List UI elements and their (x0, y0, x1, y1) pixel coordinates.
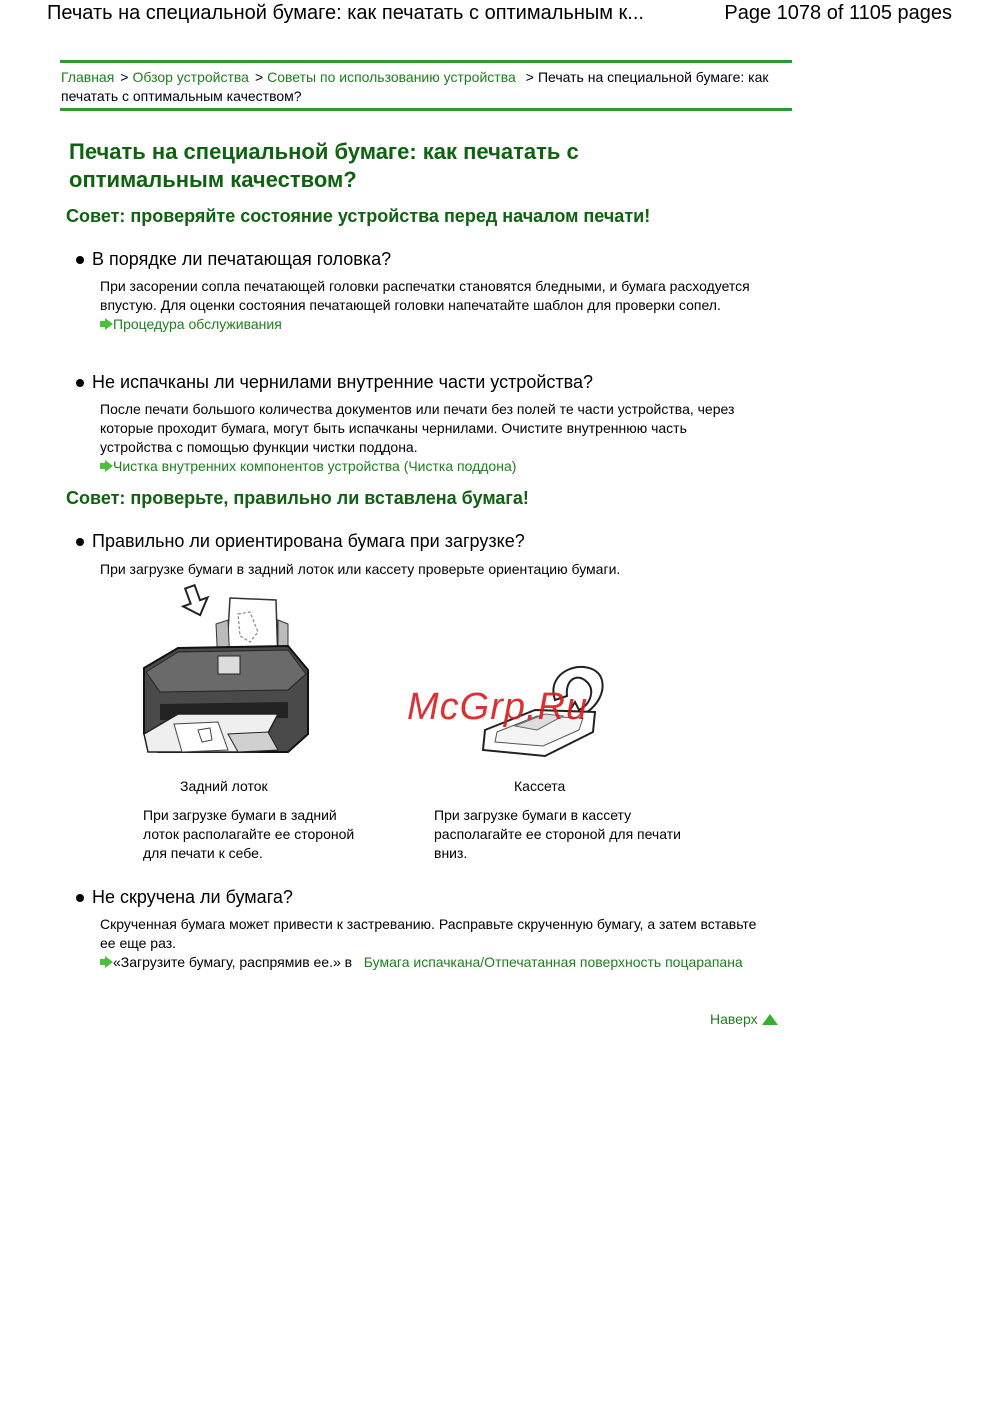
arrow-right-icon (105, 318, 113, 330)
rear-tray-caption: Задний лоток (180, 778, 268, 794)
answer-text: Скрученная бумага может привести к застреванию. Расправьте скрученную бумагу, а затем вставьте ее еще раз. (100, 916, 757, 951)
answer-print-head (100, 277, 760, 334)
page-title: Печать на специальной бумаге: как печатать с оптимальным качеством? (69, 139, 579, 192)
bullet-icon (76, 538, 84, 546)
up-triangle-icon[interactable] (762, 1014, 778, 1025)
answer-text: После печати большого количества документов или печати без полей те части устройства, через которые проходит бумага, могут быть испачканы чернилами. Очистите внутреннюю часть устройства с помощью функции чистки поддона. (100, 401, 735, 455)
breadcrumb-home-link[interactable]: Главная (61, 69, 115, 85)
answer-ink-inside (100, 400, 760, 476)
question-ink-inside: Не испачканы ли чернилами внутренние части устройства? (76, 372, 593, 393)
page-counter: Page 1078 of 1105 pages (724, 2, 952, 24)
section-heading-paper: Совет: проверьте, правильно ли вставлена бумага! (66, 488, 529, 508)
breadcrumb-tips-link[interactable]: Советы по использованию устройства (267, 69, 516, 85)
breadcrumb-current: Печать на специальной бумаге: как печатать с оптимальным качеством? (61, 69, 769, 104)
answer-paper-orientation: При загрузке бумаги в задний лоток или кассету проверьте ориентацию бумаги. (100, 561, 621, 577)
arrow-right-icon (105, 956, 113, 968)
bullet-icon (76, 894, 84, 902)
paper-smudged-link[interactable]: Бумага испачкана/Отпечатанная поверхность поцарапана (363, 954, 743, 970)
question-curled-paper: Не скручена ли бумага? (76, 887, 293, 908)
arrow-right-icon (105, 460, 113, 472)
cassette-caption: Кассета (514, 778, 566, 794)
watermark: McGrp.Ru (407, 686, 589, 728)
top-divider (60, 60, 792, 63)
cassette-text: При загрузке бумаги в кассету располагайте ее стороной для печати вниз. (434, 807, 681, 861)
rear-tray-text: При загрузке бумаги в задний лоток располагайте ее стороной для печати к себе. (143, 807, 355, 861)
question-print-head: В порядке ли печатающая головка? (76, 249, 391, 270)
breadcrumb: Главная > Обзор устройства > Советы по использованию устройства > Печать на специальной бумаге: как печатать с оптимальным качеством? (61, 69, 769, 104)
breadcrumb-overview-link[interactable]: Обзор устройства (132, 69, 249, 85)
back-to-top-link[interactable]: Наверх (710, 1011, 758, 1027)
bottom-plate-cleaning-link[interactable]: Чистка внутренних компонентов устройства (Чистка поддона) (113, 458, 517, 474)
maintenance-link[interactable]: Процедура обслуживания (113, 316, 282, 332)
answer-curled-paper (100, 915, 760, 972)
printer-rear-tray-illustration (138, 584, 313, 764)
document-header-title: Печать на специальной бумаге: как печатать с оптимальным к... (47, 2, 644, 24)
question-paper-orientation: Правильно ли ориентирована бумага при загрузке? (76, 531, 525, 552)
bullet-icon (76, 256, 84, 264)
bullet-icon (76, 379, 84, 387)
back-to-top[interactable] (710, 1011, 778, 1027)
reference-prefix: «Загрузите бумагу, распрямив ее.» в (113, 954, 353, 970)
section-heading-device: Совет: проверяйте состояние устройства перед началом печати! (66, 206, 651, 226)
answer-text: При засорении сопла печатающей головки распечатки становятся бледными, и бумага расходуется впустую. Для оценки состояния печатающей головки напечатайте шаблон для проверки сопел. (100, 278, 750, 313)
bottom-divider (60, 108, 792, 111)
